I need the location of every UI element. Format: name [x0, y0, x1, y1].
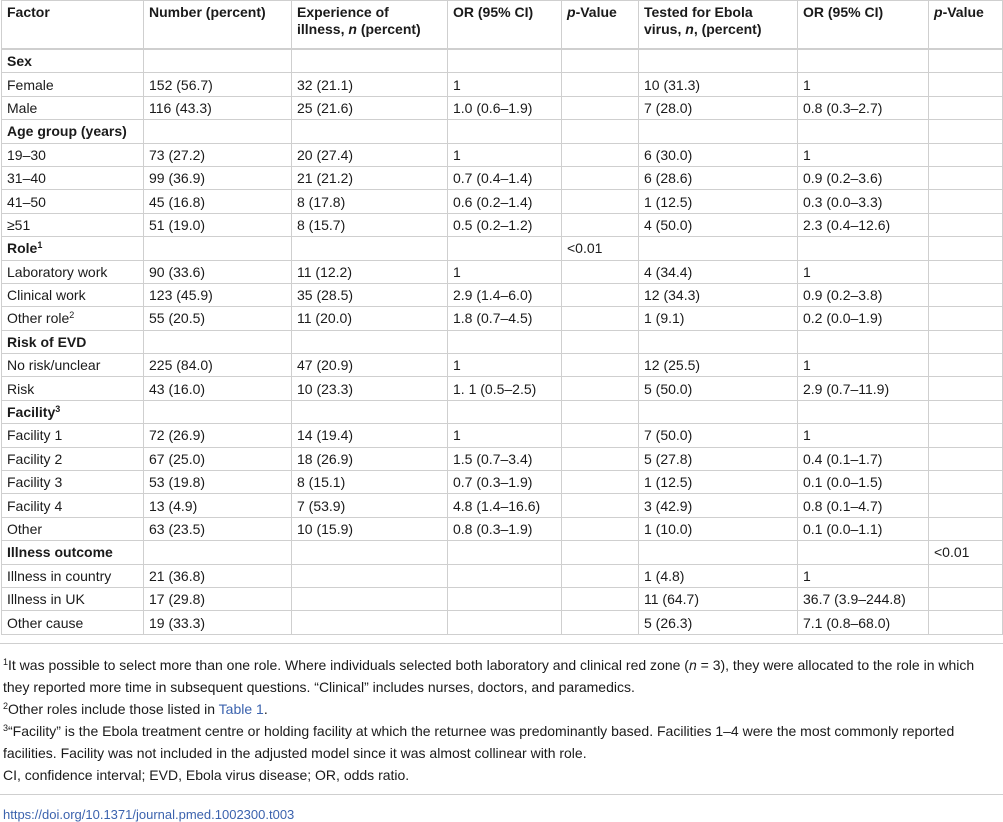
cell-pvalue-illness	[562, 377, 639, 400]
cell-or-illness	[448, 611, 562, 634]
cell-number: 67 (25.0)	[144, 447, 292, 470]
cell-number: 123 (45.9)	[144, 283, 292, 306]
cell-factor: Sex	[2, 49, 144, 73]
cell-or-tested: 1	[798, 143, 929, 166]
cell-or-illness: 4.8 (1.4–16.6)	[448, 494, 562, 517]
section-row	[2, 541, 1003, 564]
cell-experience: 11 (12.2)	[292, 260, 448, 283]
cell-tested: 6 (30.0)	[639, 143, 798, 166]
cell-or-tested: 1	[798, 354, 929, 377]
cell-pvalue-tested	[929, 471, 1003, 494]
cell-experience	[292, 330, 448, 353]
cell-experience	[292, 564, 448, 587]
header-pvalue-tested: p-Value	[929, 1, 1003, 50]
cell-number: 53 (19.8)	[144, 471, 292, 494]
cell-pvalue-illness	[562, 424, 639, 447]
cell-or-illness	[448, 237, 562, 260]
cell-tested	[639, 400, 798, 423]
table-body	[2, 49, 1003, 634]
cell-tested: 12 (34.3)	[639, 283, 798, 306]
cell-pvalue-tested	[929, 494, 1003, 517]
cell-or-illness: 1.0 (0.6–1.9)	[448, 96, 562, 119]
cell-experience: 21 (21.2)	[292, 166, 448, 189]
cell-tested	[639, 541, 798, 564]
table-row	[2, 96, 1003, 119]
table-row	[2, 517, 1003, 540]
cell-experience	[292, 120, 448, 143]
cell-number: 225 (84.0)	[144, 354, 292, 377]
cell-factor: Role$^1$	[2, 237, 144, 260]
header-or-tested: OR (95% CI)	[798, 1, 929, 50]
section-row	[2, 330, 1003, 353]
cell-experience: 47 (20.9)	[292, 354, 448, 377]
cell-number	[144, 541, 292, 564]
table-row	[2, 307, 1003, 330]
cell-pvalue-tested	[929, 260, 1003, 283]
table-row	[2, 260, 1003, 283]
cell-factor: Illness outcome	[2, 541, 144, 564]
cell-pvalue-tested	[929, 190, 1003, 213]
cell-or-tested: 2.3 (0.4–12.6)	[798, 213, 929, 236]
header-tested: Tested for Ebola virus, n, (percent)	[639, 1, 798, 50]
cell-or-tested: 7.1 (0.8–68.0)	[798, 611, 929, 634]
cell-or-illness	[448, 330, 562, 353]
cell-pvalue-illness	[562, 564, 639, 587]
header-or-illness: OR (95% CI)	[448, 1, 562, 50]
cell-tested: 1 (4.8)	[639, 564, 798, 587]
cell-pvalue-tested	[929, 166, 1003, 189]
cell-or-tested: 0.3 (0.0–3.3)	[798, 190, 929, 213]
cell-factor: Clinical work	[2, 283, 144, 306]
cell-number: 72 (26.9)	[144, 424, 292, 447]
cell-tested: 4 (34.4)	[639, 260, 798, 283]
header-pvalue-illness: p-Value	[562, 1, 639, 50]
cell-experience: 32 (21.1)	[292, 73, 448, 96]
table-row	[2, 424, 1003, 447]
header-number: Number (percent)	[144, 1, 292, 50]
cell-pvalue-illness	[562, 517, 639, 540]
cell-tested	[639, 49, 798, 73]
table-row	[2, 471, 1003, 494]
cell-pvalue-illness	[562, 49, 639, 73]
cell-pvalue-illness	[562, 471, 639, 494]
footnotes	[0, 644, 1003, 786]
table-row	[2, 377, 1003, 400]
header-factor: Factor	[2, 1, 144, 50]
cell-tested: 11 (64.7)	[639, 587, 798, 610]
cell-or-tested: 1	[798, 260, 929, 283]
cell-pvalue-tested	[929, 96, 1003, 119]
cell-experience: 11 (20.0)	[292, 307, 448, 330]
cell-pvalue-illness	[562, 330, 639, 353]
cell-factor: Facility 4	[2, 494, 144, 517]
cell-number: 55 (20.5)	[144, 307, 292, 330]
cell-experience: 8 (17.8)	[292, 190, 448, 213]
cell-or-illness: 1	[448, 424, 562, 447]
cell-pvalue-tested	[929, 377, 1003, 400]
cell-pvalue-tested	[929, 400, 1003, 423]
cell-tested: 1 (12.5)	[639, 190, 798, 213]
cell-pvalue-tested	[929, 73, 1003, 96]
cell-number: 13 (4.9)	[144, 494, 292, 517]
cell-number	[144, 237, 292, 260]
table-row	[2, 447, 1003, 470]
cell-or-tested	[798, 541, 929, 564]
cell-number	[144, 120, 292, 143]
cell-or-illness	[448, 587, 562, 610]
cell-factor: Risk of EVD	[2, 330, 144, 353]
cell-pvalue-illness	[562, 143, 639, 166]
cell-experience	[292, 611, 448, 634]
cell-factor: Other	[2, 517, 144, 540]
cell-experience	[292, 237, 448, 260]
cell-tested: 5 (26.3)	[639, 611, 798, 634]
cell-number: 99 (36.9)	[144, 166, 292, 189]
cell-factor: Facility 1	[2, 424, 144, 447]
cell-or-tested: 1	[798, 564, 929, 587]
cell-factor: No risk/unclear	[2, 354, 144, 377]
cell-or-illness: 1	[448, 260, 562, 283]
cell-pvalue-tested	[929, 587, 1003, 610]
table-row	[2, 213, 1003, 236]
cell-factor: Female	[2, 73, 144, 96]
table-row	[2, 611, 1003, 634]
table-row	[2, 190, 1003, 213]
cell-tested: 1 (9.1)	[639, 307, 798, 330]
cell-or-illness	[448, 564, 562, 587]
cell-experience	[292, 49, 448, 73]
cell-or-illness: 1.8 (0.7–4.5)	[448, 307, 562, 330]
table-row	[2, 494, 1003, 517]
cell-experience: 8 (15.1)	[292, 471, 448, 494]
cell-factor: 19–30	[2, 143, 144, 166]
cell-or-illness: 0.7 (0.4–1.4)	[448, 166, 562, 189]
cell-factor: Other role$^2$	[2, 307, 144, 330]
footnote-2: $^2$Other roles include those listed in Table 1.	[3, 700, 268, 717]
footnote-1: $^1$It was possible to select more than one role. Where individuals selected both laboratory and clinical red zone (n = 3), they were allocated to the role in which they reported more time in subsequent questions. “Clinical” includes nurses, doctors, and paramedics.	[3, 656, 975, 695]
cell-number: 19 (33.3)	[144, 611, 292, 634]
cell-pvalue-tested: <0.01	[929, 541, 1003, 564]
abbreviations: CI, confidence interval; EVD, Ebola virus disease; OR, odds ratio.	[3, 766, 410, 783]
section-row	[2, 400, 1003, 423]
cell-or-tested	[798, 237, 929, 260]
cell-pvalue-illness	[562, 611, 639, 634]
cell-factor: Facility$^3$	[2, 400, 144, 423]
cell-pvalue-illness	[562, 587, 639, 610]
cell-pvalue-tested	[929, 49, 1003, 73]
cell-or-illness: 1	[448, 73, 562, 96]
cell-number	[144, 330, 292, 353]
cell-pvalue-tested	[929, 611, 1003, 634]
cell-number: 43 (16.0)	[144, 377, 292, 400]
cell-tested	[639, 237, 798, 260]
cell-experience: 20 (27.4)	[292, 143, 448, 166]
cell-factor: Facility 2	[2, 447, 144, 470]
cell-pvalue-illness	[562, 307, 639, 330]
cell-factor: Illness in UK	[2, 587, 144, 610]
section-row	[2, 49, 1003, 73]
table-row	[2, 73, 1003, 96]
cell-number: 90 (33.6)	[144, 260, 292, 283]
cell-or-tested	[798, 49, 929, 73]
cell-or-illness: 1.5 (0.7–3.4)	[448, 447, 562, 470]
cell-pvalue-illness	[562, 283, 639, 306]
cell-tested: 7 (28.0)	[639, 96, 798, 119]
table-header	[2, 1, 1003, 50]
cell-or-illness	[448, 120, 562, 143]
cell-pvalue-tested	[929, 237, 1003, 260]
table-row	[2, 283, 1003, 306]
cell-factor: 31–40	[2, 166, 144, 189]
cell-or-tested: 0.9 (0.2–3.6)	[798, 166, 929, 189]
cell-or-illness	[448, 400, 562, 423]
cell-pvalue-tested	[929, 307, 1003, 330]
cell-pvalue-tested	[929, 143, 1003, 166]
cell-pvalue-tested	[929, 354, 1003, 377]
cell-or-illness	[448, 49, 562, 73]
cell-pvalue-illness	[562, 400, 639, 423]
cell-number	[144, 49, 292, 73]
cell-or-tested: 0.8 (0.3–2.7)	[798, 96, 929, 119]
cell-number: 152 (56.7)	[144, 73, 292, 96]
cell-experience: 35 (28.5)	[292, 283, 448, 306]
section-row	[2, 237, 1003, 260]
cell-experience: 10 (15.9)	[292, 517, 448, 540]
cell-or-illness: 1	[448, 354, 562, 377]
cell-tested: 3 (42.9)	[639, 494, 798, 517]
cell-or-tested: 0.1 (0.0–1.5)	[798, 471, 929, 494]
cell-tested: 5 (27.8)	[639, 447, 798, 470]
cell-tested: 1 (12.5)	[639, 471, 798, 494]
cell-pvalue-tested	[929, 517, 1003, 540]
cell-factor: Facility 3	[2, 471, 144, 494]
cell-pvalue-tested	[929, 424, 1003, 447]
table-row	[2, 564, 1003, 587]
cell-factor: Risk	[2, 377, 144, 400]
cell-or-illness: 1	[448, 143, 562, 166]
cell-number: 21 (36.8)	[144, 564, 292, 587]
cell-pvalue-illness	[562, 447, 639, 470]
cell-pvalue-illness	[562, 354, 639, 377]
cell-factor: Other cause	[2, 611, 144, 634]
cell-tested: 4 (50.0)	[639, 213, 798, 236]
table-row	[2, 166, 1003, 189]
cell-experience	[292, 541, 448, 564]
cell-pvalue-illness	[562, 494, 639, 517]
cell-factor: Illness in country	[2, 564, 144, 587]
cell-pvalue-tested	[929, 447, 1003, 470]
cell-tested: 6 (28.6)	[639, 166, 798, 189]
cell-or-illness: 0.6 (0.2–1.4)	[448, 190, 562, 213]
cell-number: 116 (43.3)	[144, 96, 292, 119]
cell-or-tested: 36.7 (3.9–244.8)	[798, 587, 929, 610]
cell-experience: 25 (21.6)	[292, 96, 448, 119]
cell-or-illness: 1. 1 (0.5–2.5)	[448, 377, 562, 400]
cell-tested: 10 (31.3)	[639, 73, 798, 96]
cell-pvalue-tested	[929, 213, 1003, 236]
cell-or-tested: 0.9 (0.2–3.8)	[798, 283, 929, 306]
cell-pvalue-illness	[562, 73, 639, 96]
table-row	[2, 587, 1003, 610]
cell-or-illness: 0.8 (0.3–1.9)	[448, 517, 562, 540]
table-row	[2, 354, 1003, 377]
cell-pvalue-illness	[562, 166, 639, 189]
cell-experience: 7 (53.9)	[292, 494, 448, 517]
cell-or-illness: 2.9 (1.4–6.0)	[448, 283, 562, 306]
cell-pvalue-illness	[562, 213, 639, 236]
cell-or-tested	[798, 330, 929, 353]
cell-experience: 8 (15.7)	[292, 213, 448, 236]
cell-pvalue-tested	[929, 120, 1003, 143]
footnote-3: $^3$“Facility” is the Ebola treatment centre or holding facility at which the returnee was predominantly based. Facilities 1–4 were the most commonly reported facilities. Facility was not included in the adjusted model since it was almost collinear with role.	[3, 722, 955, 761]
cell-or-tested: 0.2 (0.0–1.9)	[798, 307, 929, 330]
doi-link[interactable]: https://doi.org/10.1371/journal.pmed.1002300.t003	[3, 806, 295, 822]
cell-tested: 1 (10.0)	[639, 517, 798, 540]
cell-factor: ≥51	[2, 213, 144, 236]
table-1-link[interactable]: Table 1	[218, 700, 264, 717]
cell-tested: 12 (25.5)	[639, 354, 798, 377]
cell-number: 51 (19.0)	[144, 213, 292, 236]
cell-experience	[292, 587, 448, 610]
cell-pvalue-illness: <0.01	[562, 237, 639, 260]
cell-or-tested	[798, 400, 929, 423]
cell-factor: Age group (years)	[2, 120, 144, 143]
cell-number: 45 (16.8)	[144, 190, 292, 213]
cell-pvalue-illness	[562, 96, 639, 119]
table-row	[2, 143, 1003, 166]
cell-tested	[639, 330, 798, 353]
cell-experience	[292, 400, 448, 423]
cell-number: 73 (27.2)	[144, 143, 292, 166]
cell-pvalue-illness	[562, 120, 639, 143]
cell-tested	[639, 120, 798, 143]
cell-pvalue-illness	[562, 260, 639, 283]
cell-or-illness: 0.7 (0.3–1.9)	[448, 471, 562, 494]
cell-pvalue-tested	[929, 564, 1003, 587]
cell-experience: 18 (26.9)	[292, 447, 448, 470]
cell-pvalue-tested	[929, 330, 1003, 353]
cell-factor: Male	[2, 96, 144, 119]
cell-or-tested: 0.4 (0.1–1.7)	[798, 447, 929, 470]
cell-tested: 7 (50.0)	[639, 424, 798, 447]
cell-or-tested	[798, 120, 929, 143]
cell-pvalue-tested	[929, 283, 1003, 306]
cell-or-tested: 0.8 (0.1–4.7)	[798, 494, 929, 517]
section-row	[2, 120, 1003, 143]
cell-experience: 10 (23.3)	[292, 377, 448, 400]
cell-number	[144, 400, 292, 423]
cell-or-tested: 1	[798, 73, 929, 96]
cell-pvalue-illness	[562, 541, 639, 564]
cell-or-tested: 1	[798, 424, 929, 447]
cell-or-illness: 0.5 (0.2–1.2)	[448, 213, 562, 236]
cell-number: 63 (23.5)	[144, 517, 292, 540]
cell-number: 17 (29.8)	[144, 587, 292, 610]
cell-or-illness	[448, 541, 562, 564]
cell-experience: 14 (19.4)	[292, 424, 448, 447]
cell-pvalue-illness	[562, 190, 639, 213]
cell-factor: 41–50	[2, 190, 144, 213]
results-table	[1, 0, 1003, 635]
cell-factor: Laboratory work	[2, 260, 144, 283]
cell-or-tested: 2.9 (0.7–11.9)	[798, 377, 929, 400]
cell-tested: 5 (50.0)	[639, 377, 798, 400]
header-experience: Experience of illness, n (percent)	[292, 1, 448, 50]
cell-or-tested: 0.1 (0.0–1.1)	[798, 517, 929, 540]
